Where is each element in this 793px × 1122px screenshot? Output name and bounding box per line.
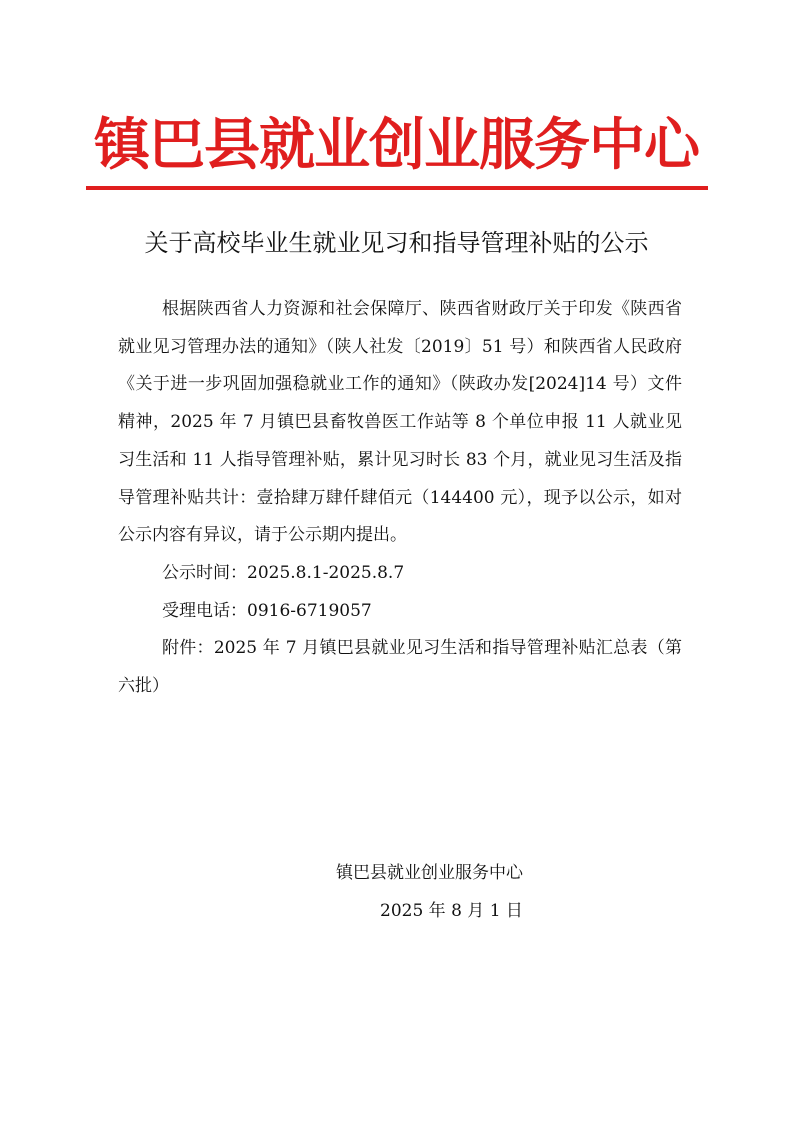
contact-phone: 受理电话：0916-6719057	[162, 600, 372, 621]
red-divider-line	[86, 186, 708, 190]
attachment-note: 附件：2025 年 7 月镇巴县就业见习生活和指导管理补贴汇总表（第六批）	[118, 638, 682, 697]
notice-body	[118, 291, 682, 706]
signature-date: 2025 年 8 月 1 日	[380, 901, 523, 921]
notice-title: 关于高校毕业生就业见习和指导管理补贴的公示	[144, 229, 649, 257]
signature-organization: 镇巴县就业创业服务中心	[336, 863, 523, 883]
main-paragraph: 根据陕西省人力资源和社会保障厅、陕西省财政厅关于印发《陕西省就业见习管理办法的通知》（陕人社发〔2019〕51 号）和陕西省人民政府《关于进一步巩固加强稳就业工作的通知》（陕政办发[2024]14 号）文件精神，2025 年 7 月镇巴县畜牧兽医工作站等 8 个单位申报 11 人就业见习生活和 11 人指导管理补贴，累计见习时长 83 个月，就业见习生活及指导管理补贴共计：壹拾肆万肆仟肆佰元（144400 元），现予以公示，如对公示内容有异议，请于公示期内提出。	[118, 299, 682, 546]
masthead-title: 镇巴县就业创业服务中心	[94, 113, 699, 178]
publicity-period: 公示时间：2025.8.1-2025.8.7	[162, 562, 405, 583]
